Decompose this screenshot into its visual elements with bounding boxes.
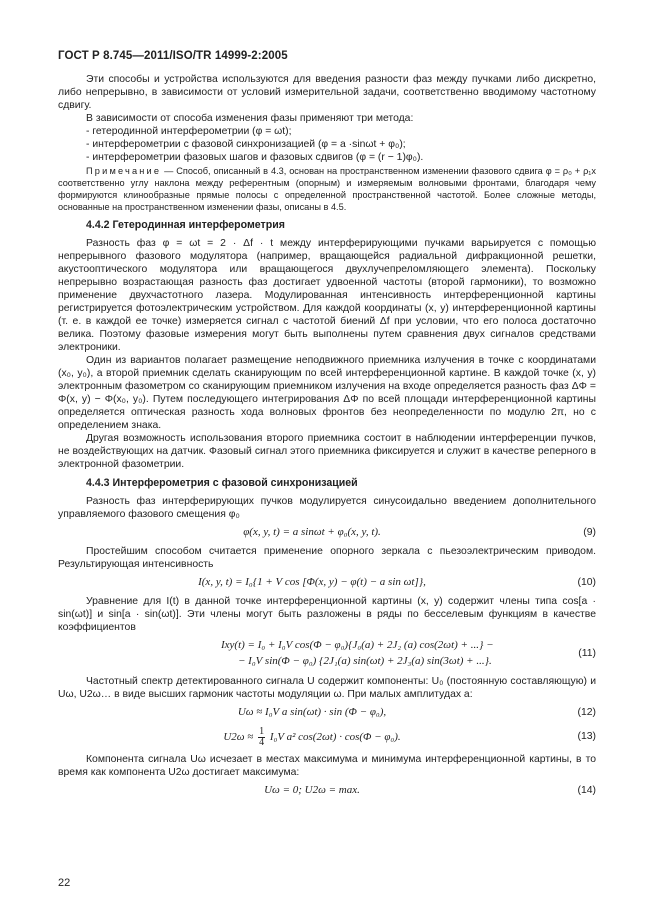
equation-number: (13)	[577, 731, 596, 742]
paragraph: Простейшим способом считается применение опорного зеркала с пьезоэлектрическим приводом. Результирующая интенсивность	[58, 546, 596, 570]
paragraph: Эти способы и устройства используются для введения разности фаз между пучками либо дискретно, либо непрерывно, в зависимости от условий измерительной задачи, соответственно вводимому частотному сдвигу.	[58, 74, 596, 111]
note-label: Примечание	[86, 166, 162, 176]
fraction-numerator: 1	[259, 726, 265, 737]
paragraph: Один из вариантов полагает размещение неподвижного приемника излучения в точке с координатами (x₀, y₀), а второй приемник сделать сканирующим по всей интерференционной картине. В каждой точке (x, y) электронным фазометром со сканирующим приемником излучения на входе определяется разность фаз ΔΦ = Φ(x, y) − Φ(x₀, y₀). Путем последующего интегрирования ΔΦ по всей площади интерференционной картины определяется оптическая разность хода волновых фронтов без неопределенности по модулю 2π, но с определением знака.	[58, 355, 596, 431]
equation-10	[58, 576, 596, 589]
equation-number: (9)	[583, 527, 596, 538]
methods-list	[58, 125, 596, 164]
equation-expression: Uω = 0; U2ω = max.	[264, 784, 360, 796]
equation-expression: I(x, y, t) = I₀{1 + V cos [Φ(x, y) − φ(t) − a sin ωt]},	[198, 576, 426, 588]
equation-number: (10)	[577, 577, 596, 588]
equation-expression	[58, 727, 566, 748]
paragraph: Уравнение для I(t) в данной точке интерференционной картины (x, y) содержит члены типа cos[a · sin(ωt)] и sin[a · sin(ωt)]. Эти члены могут быть разложены в ряды по бесселевым функциям в качестве коэффициентов	[58, 596, 596, 633]
list-item: - интерферометрии с фазовой синхронизацией (φ = a ·sinωt + φ₀);	[86, 139, 406, 150]
section-heading-4-4-3: 4.4.3 Интерферометрия с фазовой синхронизацией	[86, 477, 358, 489]
page-number: 22	[58, 877, 71, 889]
equation-part: I₀V a² cos(2ωt) · cos(Φ − φ₀).	[269, 731, 401, 744]
equation-part: U2ω ≈	[223, 731, 254, 744]
equation-expression: Uω ≈ I₀V a sin(ωt) · sin (Φ − φ₀),	[237, 706, 387, 718]
equation-number: (14)	[577, 785, 596, 796]
page-body	[58, 73, 596, 803]
fraction	[258, 727, 265, 748]
equation-line-1: Ixy(t) = I₀ + I₀V cos(Φ − φ₀){J₀(a) + 2J₂ (a) cos(2ωt) + ...} −	[221, 639, 494, 651]
paragraph: В зависимости от способа изменения фазы применяют три метода:	[86, 113, 414, 124]
equation-12	[58, 706, 596, 719]
equation-11	[58, 639, 596, 669]
equation-number: (11)	[578, 648, 596, 659]
section-heading-4-4-2: 4.4.2 Гетеродинная интерферометрия	[86, 219, 285, 231]
equation-expression: φ(x, y, t) = a sinωt + φ₀(x, y, t).	[243, 526, 381, 538]
paragraph: Компонента сигнала Uω исчезает в местах максимума и минимума интерференционной картины, в то время как компонента U2ω достигает максимума:	[58, 754, 596, 778]
paragraph: Разность фаз интерферирующих пучков модулируется синусоидально введением дополнительного управляемого фазового смещения φ₀	[58, 496, 596, 520]
paragraph: Разность фаз φ = ωt = 2 · Δf · t между интерферирующими пучками варьируется с помощью непрерывного фазового модулятора (например, вращающейся радиальной дифракционной решетки, акустооптического модулятора или вращающегося двухлучепреломляющего элемента). Поскольку непрерывно возрастающая разность фаз достигает удвоенной частоты (второй гармоники), то возможно применение двухчастотного лазера. Модулированная интенсивность интерференционной картины регистрируется фотоэлектрическим устройством. Для каждой координаты (x, y) интерференционной картины (т. е. в каждой ее точке) измеряется сигнал с частотой биений Δf при условии, что его полоса достаточно велика. Поэтому фазовые измерения могут быть выполнены путем сравнения двух сигналов средствами электроники.	[58, 238, 596, 353]
standard-header: ГОСТ Р 8.745—2011/ISO/TR 14999-2:2005	[58, 50, 288, 62]
equation-line-2: − I₀V sin(Φ − φ₀) {2J₁(a) sin(ωt) + 2J₃(a) sin(3ωt) + ...}.	[238, 655, 492, 667]
equation-14	[58, 784, 596, 797]
paragraph: Другая возможность использования второго приемника состоит в наблюдении интерференции пучков, не воздействующих на датчик. Фазовый сигнал этого приемника фиксируется и служит в качестве реперного в электронной фазометрии.	[58, 433, 596, 470]
list-item: - гетеродинной интерферометрии (φ = ωt);	[86, 126, 292, 137]
list-item: - интерферометрии фазовых шагов и фазовых сдвигов (φ = (r − 1)φ₀).	[86, 152, 424, 163]
paragraph: Частотный спектр детектированного сигнала U содержит компоненты: U₀ (постоянную составляющую) и Uω, U2ω… в виде высших гармоник частоты модуляции ω. При малых амплитудах a:	[58, 676, 596, 700]
note-text: — Способ, описанный в 4.3, основан на пространственном изменении фазового сдвига φ = ρ₀ + ρ₁x соответственно углу наклона между референтным (опорным) и измеряемым волновыми фронтами, благодаря чему формируются клинообразные прямые полосы с определенной пространственной частотой. Более сложные методы, основанные на пространственном изменении фазы, описаны в 4.5.	[58, 166, 596, 212]
equation-13	[58, 725, 596, 747]
fraction-denominator: 4	[259, 737, 265, 748]
note	[58, 165, 596, 213]
equation-number: (12)	[577, 707, 596, 718]
equation-9	[58, 526, 596, 539]
